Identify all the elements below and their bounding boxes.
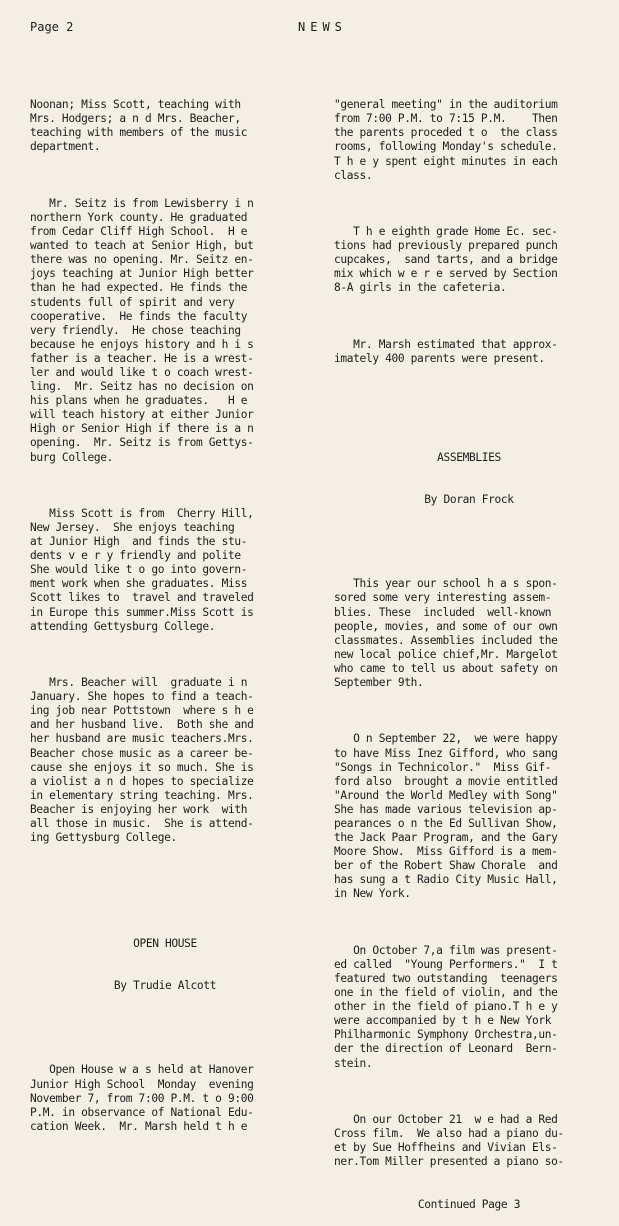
page-number: Page 2 xyxy=(30,20,74,34)
right-paragraph-home-ec: T h e eighth grade Home Ec. sec- tions had previously prepared punch cupcakes, sand tarts, and a bridge mix which w e r e served by Section 8-A girls in the cafeteria. xyxy=(334,225,558,295)
assemblies-byline: By Doran Frock xyxy=(424,492,514,506)
left-paragraph-intro: Noonan; Miss Scott, teaching with Mrs. Hodgers; a n d Mrs. Beacher, teaching with members of the music department. xyxy=(30,98,248,154)
right-column xyxy=(334,70,604,1226)
right-paragraph-attendance: Mr. Marsh estimated that approx- imately 400 parents were present. xyxy=(334,337,558,365)
continued-notice: Continued Page 3 xyxy=(417,1197,521,1211)
right-paragraph-young-performers: On October 7,a film was present- ed called "Young Performers." I t featured two outstanding teenagers one in the field of violin, and the other in the field of piano.T h e y were accompanied by t h e New York Philharmonic Symphony Orchestra,un- der the direction of Leonard Bern- stein. xyxy=(334,943,558,1070)
left-column xyxy=(30,70,300,1162)
right-paragraph-general-meeting: "general meeting" in the auditorium from 7:00 P.M. to 7:15 P.M. Then the parents proceded t o the class rooms, following Monday's schedule. T h e y spent eight minutes in each class. xyxy=(334,98,558,182)
left-paragraph-open-house: Open House w a s held at Hanover Junior High School Monday evening November 7, from 7:00 P.M. t o 9:00 P.M. in observance of National Edu- cation Week. Mr. Marsh held t h e xyxy=(30,1063,254,1133)
assemblies-heading: ASSEMBLIES xyxy=(437,450,501,464)
newsletter-title: NEWS xyxy=(298,20,347,34)
right-paragraph-gifford: O n September 22, we were happy to have Miss Inez Gifford, who sang "Songs in Technicolor." Miss Gif- ford also brought a movie entitled "Around the World Medley with Song" She has made various television ap- pearances o n the Ed Sullivan Show, the Jack Paar Program, and the Gary Moore Show. Miss Gifford is a mem- ber of the Robert Shaw Chorale and has sung a t Radio City Music Hall, in New York. xyxy=(334,732,558,901)
open-house-heading: OPEN HOUSE xyxy=(133,936,197,950)
left-paragraph-beacher: Mrs. Beacher will graduate i n January. She hopes to find a teach- ing job near Pottstown where s h e and her husband live. Both she and her husband are music teachers.Mrs. Beacher chose music as a career be- cause she enjoys it so much. She is a violist a n d hopes to specialize in elementary string teaching. Mrs. Beacher is enjoying her work with all those in music. She is attend- ing Gettysburg College. xyxy=(30,676,254,845)
open-house-byline: By Trudie Alcott xyxy=(113,978,217,992)
right-paragraph-red-cross: On our October 21 w e had a Red Cross film. We also had a piano du- et by Sue Hoffheins and Vivian Els- ner.Tom Miller presented a piano so- xyxy=(334,1112,564,1169)
right-paragraph-assemblies: This year our school h a s spon- sored some very interesting assem- blies. These included well-known people, movies, and some of our own classmates. Assemblies included the new local police chief,Mr. Margelot who came to tell us about safety on September 9th. xyxy=(334,577,558,690)
page-header xyxy=(0,20,619,40)
left-paragraph-scott: Miss Scott is from Cherry Hill, New Jersey. She enjoys teaching at Junior High and finds the stu- dents v e r y friendly and polite She would like t o go into govern- ment work when she graduates. Miss Scott likes to travel and traveled in Europe this summer.Miss Scott is attending Gettysburg College. xyxy=(30,506,254,633)
left-paragraph-seitz: Mr. Seitz is from Lewisberry i n northern York county. He graduated from Cedar Cliff High School. H e wanted to teach at Senior High, but there was no opening. Mr. Seitz en- joys teaching at Junior High better than he had expected. He finds the students full of spirit and very cooperative. He finds the faculty very friendly. He chose teaching because he enjoys history and h i s father is a teacher. He is a wrest- ler and would like t o coach wrest- ling. Mr. Seitz has no decision on his plans when he graduates. H e will teach history at either Junior High or Senior High if there is a n opening. Mr. Seitz is from Gettys- burg College. xyxy=(30,196,254,464)
